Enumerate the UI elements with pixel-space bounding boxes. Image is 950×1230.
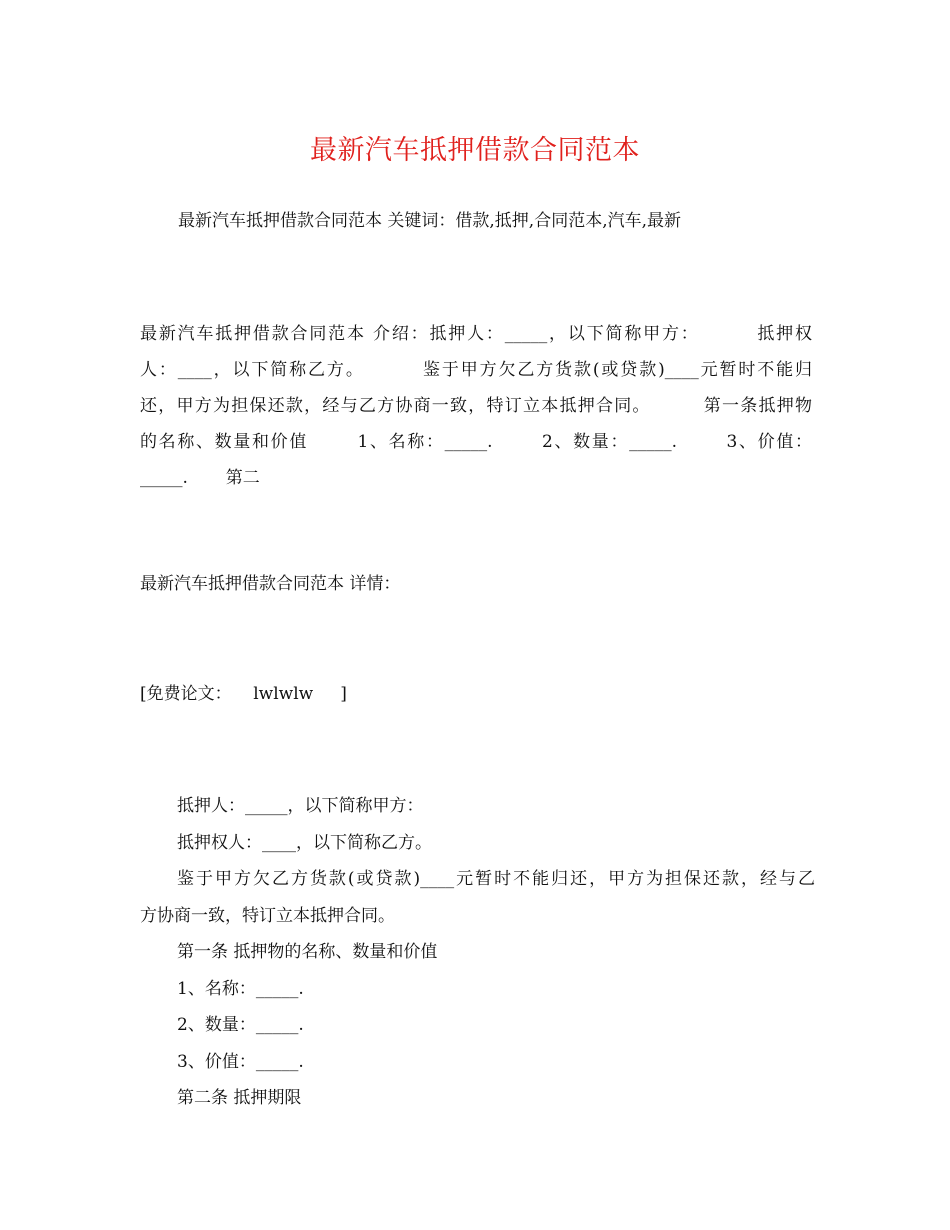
body-line: 抵押人：_____，以下简称甲方： [177, 796, 424, 816]
body-line: 鉴于甲方欠乙方货款(或贷款)____元暂时不能归还，甲方为担保还款，经与乙 [177, 869, 815, 889]
intro-line: 还，甲方为担保还款，经与乙方协商一致，特订立本抵押合同。 第一条抵押物 [140, 396, 812, 416]
body-line: 1、名称：_____. [177, 978, 304, 999]
contract-body [140, 788, 815, 1117]
free-paper-link: [免费论文： lwlwlw ] [140, 684, 347, 704]
intro-line: 的名称、数量和价值 1、名称：_____. 2、数量：_____. 3、价值： [140, 432, 812, 452]
intro-line: 人：____，以下简称乙方。 鉴于甲方欠乙方货款(或贷款)____元暂时不能归 [140, 360, 812, 380]
details-heading: 最新汽车抵押借款合同范本 详情： [140, 574, 401, 594]
article-heading: 第一条 抵押物的名称、数量和价值 [177, 942, 438, 962]
body-line: 2、数量：_____. [177, 1015, 304, 1035]
keywords-line: 最新汽车抵押借款合同范本 关键词：借款,抵押,合同范本,汽车,最新 [178, 211, 682, 231]
intro-paragraph [140, 316, 812, 496]
article-heading: 第二条 抵押期限 [177, 1088, 302, 1108]
intro-line: 最新汽车抵押借款合同范本 介绍：抵押人：_____，以下简称甲方： 抵押权 [140, 324, 812, 344]
intro-line: _____. 第二 [140, 468, 260, 488]
body-line: 3、价值：_____. [177, 1051, 304, 1072]
body-line: 抵押权人：____，以下简称乙方。 [177, 832, 432, 853]
body-line: 方协商一致，特订立本抵押合同。 [140, 905, 395, 926]
document-title: 最新汽车抵押借款合同范本 [310, 135, 640, 166]
